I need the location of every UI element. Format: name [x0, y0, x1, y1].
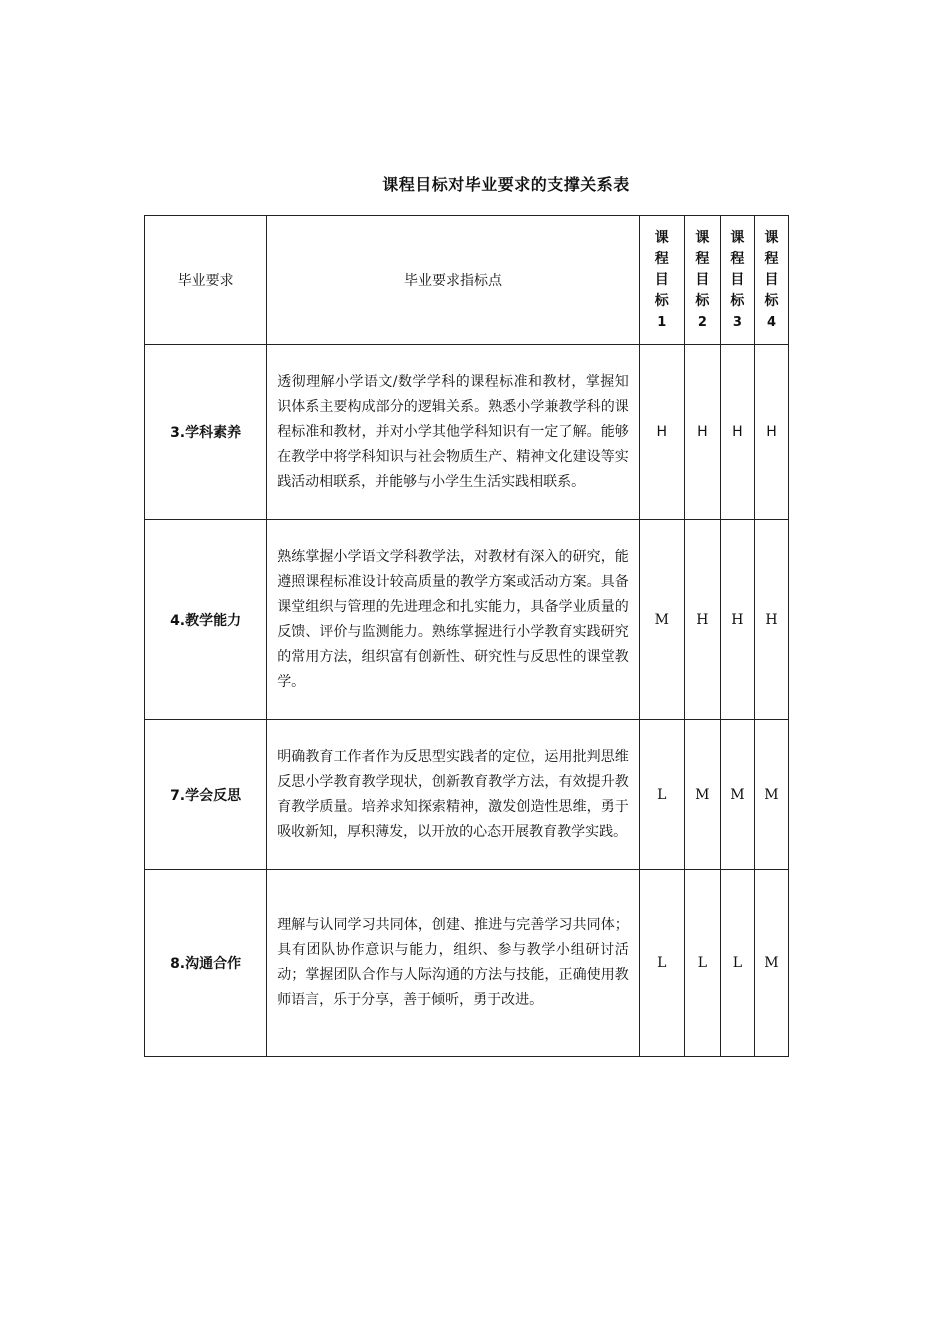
header-goal-1 [639, 216, 684, 345]
goal-level-cell: M [754, 870, 788, 1057]
goal-level-cell: H [639, 345, 684, 520]
header-goal-2 [684, 216, 720, 345]
table-row [145, 345, 789, 520]
indicator-cell: 理解与认同学习共同体，创建、推进与完善学习共同体；具有团队协作意识与能力，组织、参与教学小组研讨活动；掌握团队合作与人际沟通的方法与技能，正确使用教师语言，乐于分享，善于倾听，勇于改进。 [267, 870, 640, 1057]
requirement-cell: 7.学会反思 [145, 720, 267, 870]
header-goal-char: 标 [764, 292, 779, 309]
header-requirement: 毕业要求 [145, 216, 267, 345]
page-title: 课程目标对毕业要求的支撑关系表 [382, 175, 630, 194]
table-row [145, 520, 789, 720]
header-goal-char: 标 [730, 292, 745, 309]
goal-level-cell: L [684, 870, 720, 1057]
goal-level-cell: L [639, 870, 684, 1057]
header-goal-number: 1 [657, 314, 667, 330]
goal-level-cell: L [720, 870, 754, 1057]
goal-level-cell: M [684, 720, 720, 870]
header-goal-number: 3 [732, 314, 742, 330]
requirement-cell: 4.教学能力 [145, 520, 267, 720]
header-goal-char: 目 [764, 271, 779, 288]
goal-level-cell: H [684, 345, 720, 520]
header-goal-char: 程 [730, 250, 745, 267]
table-row [145, 720, 789, 870]
header-goal-char: 目 [695, 271, 710, 288]
header-indicator: 毕业要求指标点 [267, 216, 640, 345]
header-goal-char: 程 [764, 250, 779, 267]
support-relationship-table [144, 215, 789, 1057]
header-goal-4 [754, 216, 788, 345]
goal-level-cell: L [639, 720, 684, 870]
header-goal-char: 程 [654, 250, 669, 267]
goal-level-cell: H [754, 345, 788, 520]
goal-level-cell: M [720, 720, 754, 870]
header-goal-char: 目 [654, 271, 669, 288]
header-goal-number: 4 [766, 314, 776, 330]
header-goal-char: 课 [654, 229, 669, 246]
requirement-cell: 3.学科素养 [145, 345, 267, 520]
header-goal-char: 课 [695, 229, 710, 246]
header-goal-char: 标 [695, 292, 710, 309]
header-goal-char: 标 [654, 292, 669, 309]
requirement-cell: 8.沟通合作 [145, 870, 267, 1057]
goal-level-cell: H [720, 345, 754, 520]
header-goal-char: 课 [764, 229, 779, 246]
indicator-cell: 透彻理解小学语文/数学学科的课程标准和教材，掌握知识体系主要构成部分的逻辑关系。熟悉小学兼教学科的课程标准和教材，并对小学其他学科知识有一定了解。能够在教学中将学科知识与社会物质生产、精神文化建设等实践活动相联系，并能够与小学生生活实践相联系。 [267, 345, 640, 520]
header-goal-number: 2 [697, 314, 707, 330]
indicator-cell: 熟练掌握小学语文学科教学法，对教材有深入的研究，能遵照课程标准设计较高质量的教学方案或活动方案。具备课堂组织与管理的先进理念和扎实能力，具备学业质量的反馈、评价与监测能力。熟练掌握进行小学教育实践研究的常用方法，组织富有创新性、研究性与反思性的课堂教学。 [267, 520, 640, 720]
goal-level-cell: H [684, 520, 720, 720]
indicator-cell: 明确教育工作者作为反思型实践者的定位，运用批判思维反思小学教育教学现状，创新教育教学方法，有效提升教育教学质量。培养求知探索精神，激发创造性思维，勇于吸收新知，厚积薄发，以开放的心态开展教育教学实践。 [267, 720, 640, 870]
header-goal-char: 程 [695, 250, 710, 267]
goal-level-cell: M [639, 520, 684, 720]
header-goal-3 [720, 216, 754, 345]
table-header-row [145, 216, 789, 345]
header-goal-char: 目 [730, 271, 745, 288]
goal-level-cell: M [754, 720, 788, 870]
header-goal-char: 课 [730, 229, 745, 246]
table-row [145, 870, 789, 1057]
goal-level-cell: H [720, 520, 754, 720]
goal-level-cell: H [754, 520, 788, 720]
